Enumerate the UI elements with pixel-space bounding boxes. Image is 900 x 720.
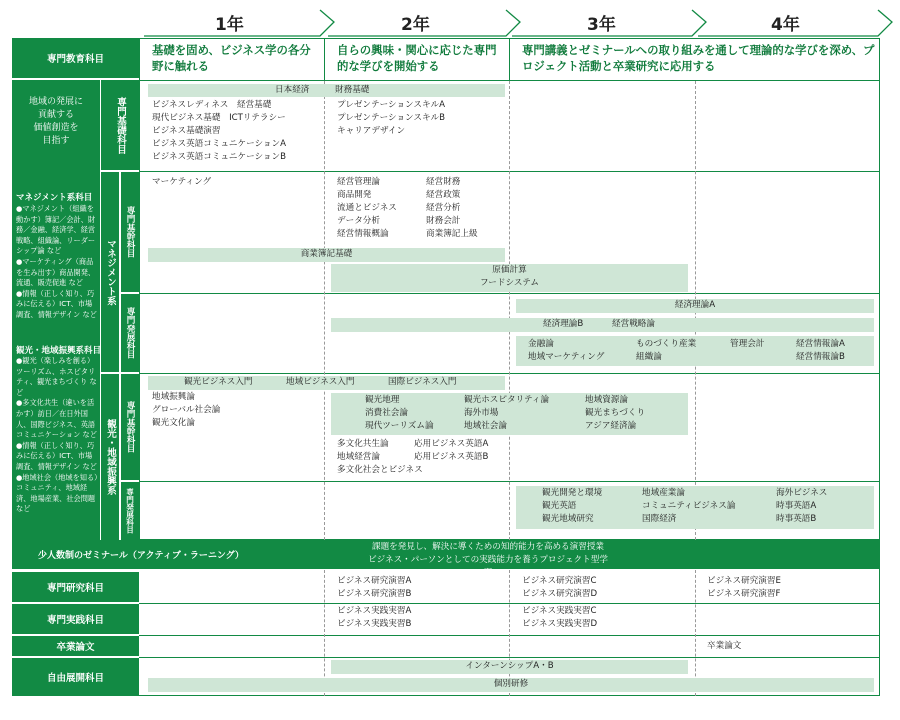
sotsuron-label: 卒業論文 [12,636,139,656]
mgmt-hatten-label: 専門発展科目 [121,294,139,372]
kiso-label: 専門基礎科目 [101,80,139,170]
kenkyu-y4: ビジネス研究演習E ビジネス研究演習F [707,576,781,599]
kanko-hatten-box: 観光開発と環境 観光英語 観光地域研究 地域産業論 コミュニティビジネス論 国際経済 海外ビジネス 時事英語A 時事英語B [516,486,874,529]
seminar-desc: 課題を発見し、解決に導くための知的能力を高める演習授業 ビジネス・パーソンとしての実践能力を養うプロジェクト型学習 [368,542,608,578]
mgmt-subjects-title: マネジメント系科目 [16,193,93,203]
grid-line [509,38,510,80]
year-2: 2年 [401,15,430,35]
bar-shogyo-boki: 商業簿記基礎 [148,248,505,262]
year-divider [509,81,510,540]
mgmt-subjects-text: ●マネジメント（組織を動かす）簿記／会計、財務／金融、経済学、経営戦略、組織論、リーダーシップ論 など ●マーケティング（商品を生み出す）商品開発、流通、販売促進 など ●情報（正しく知り、巧みに伝える）ICT、市場調査、情報デザイン など [16,204,97,319]
kanko-kikan-y2b: 応用ビジネス英語A 応用ビジネス英語B [414,439,489,462]
kiso-y1-list: ビジネスレディネス 経営基礎 現代ビジネス基礎 ICTリテラシー ビジネス基礎演習 ビジネス英語コミュニケーションA ビジネス英語コミュニケーションB [152,100,287,162]
grid-line [324,38,325,80]
seminar-label: 少人数制のゼミナール（アクティブ・ラーニング） [38,551,244,561]
mgmt-hatten-box: 金融論 地域マーケティング ものづくり産業 組織論 管理会計 経営情報論A 経営情報論B [516,336,874,366]
kenkyu-label: 専門研究科目 [12,572,139,602]
kanko-kikan-y1: 地域振興論 グローバル社会論 観光文化論 [152,392,221,428]
kanko-hatten-label: 専門発展科目 [121,482,139,540]
jissen-y2: ビジネス実践実習A ビジネス実践実習B [337,606,412,629]
kanko-kikan-y2a: 多文化共生論 地域経営論 多文化社会とビジネス [337,439,423,475]
bar-kanko-nyumon: 観光ビジネス入門 地域ビジネス入門 国際ビジネス入門 [148,376,505,390]
jiyu-label: 自由展開科目 [12,658,139,696]
year-4: 4年 [771,15,800,35]
kanko-kikan-box: 観光地理 消費社会論 現代ツーリズム論 観光ホスピタリティ論 海外市場 地域社会論 地域資源論 観光まちづくり アジア経済論 [331,393,688,435]
senmon-kyoiku-label: 専門教育科目 [12,38,139,78]
jissen-label: 専門実践科目 [12,604,139,634]
mission-text: 地域の発展に 貢献する 価値創造を 目指す [28,97,83,146]
kanko-kikan-label: 専門基幹科目 [121,374,139,480]
header-year2: 自らの興味・関心に応じた専門的な学びを開始する [337,43,497,73]
year-1: 1年 [215,15,244,35]
management-label: マネジメント系 [101,172,119,372]
mgmt-kikan-y2b: 経営財務 経営政策 経営分析 財務会計 商業簿記上級 [426,177,478,239]
kanko-subjects-title: 観光・地域振興系科目 [16,346,102,356]
mgmt-kikan-y1: マーケティング [152,177,212,187]
kiso-bar: 日本経済 財務基礎 [148,84,505,97]
year-divider [324,81,325,540]
bar-keizai-riron-b: 経済理論B 経営戦略論 [331,318,874,332]
bar-internship: インターンシップA・B [331,660,688,674]
sotsuron-y4: 卒業論文 [707,641,742,651]
kanko-label: 観光・地域振興系 [101,374,119,540]
mgmt-kikan-label: 専門基幹科目 [121,172,139,292]
kiso-y2-list: プレゼンテーションスキルA プレゼンテーションスキルB キャリアデザイン [337,100,445,136]
mgmt-kikan-y2a: 経営管理論 商品開発 流通とビジネス データ分析 経営情報概論 [337,177,397,239]
bar-keizai-riron-a: 経済理論A [516,299,874,313]
bar-genka: 原価計算 フードシステム [331,264,688,292]
header-year1: 基礎を固め、ビジネス学の各分野に触れる [152,43,311,73]
seminar-band [12,540,880,578]
jissen-y3: ビジネス実践実習C ビジネス実践実習D [522,606,598,629]
kenkyu-y3: ビジネス研究演習C ビジネス研究演習D [522,576,598,599]
kanko-subjects-text: ●観光（楽しみを創る）ツーリズム、ホスピタリティ、観光まちづくり など ●多文化共生（違いを活かす）訪日／在日外国人、国際ビジネス、英語コミュニケーション など ●情報（正しく知り、巧みに伝える）ICT、市場調査、情報デザイン など ●地域社会（地域を知る）コミュニティ、地域経済、地場産業、社会問題 など [16,356,98,514]
year-3: 3年 [587,15,616,35]
kenkyu-y2: ビジネス研究演習A ビジネス研究演習B [337,576,412,599]
bar-kobetsu-kenshu: 個別研修 [148,678,874,692]
header-year34: 専門講義とゼミナールへの取り組みを通して理論的な学びを深め、プロジェクト活動と卒業研究に応用する [522,43,875,73]
